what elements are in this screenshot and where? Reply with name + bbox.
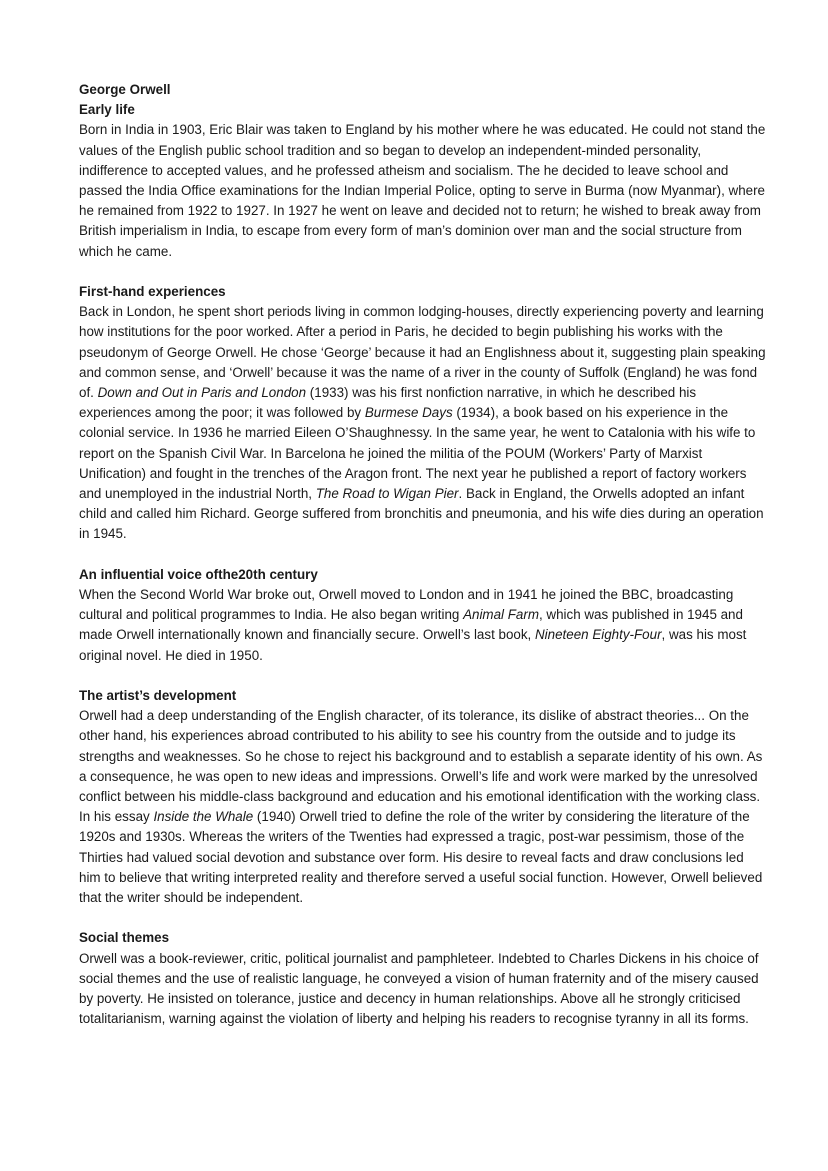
book-title: The Road to Wigan Pier	[315, 486, 459, 502]
section-body	[79, 706, 766, 908]
body-text: Born in India in 1903, Eric Blair was taken to England by his mother where he was educated. He could not stand the values of the English public school tradition and so began to develop an independent-minded personality, indifference to accepted values, and he professed atheism and socialism. The he decided to leave school and passed the India Office examinations for the Indian Imperial Police, opting to serve in Burma (now Myanmar), where he remained from 1922 to 1927. In 1927 he went on leave and decided not to return; he wished to break away from British imperialism in India, to escape from every form of man’s dominion over man and the social structure from which he came.	[79, 122, 766, 259]
document-sections	[79, 100, 766, 1029]
section-body	[79, 120, 766, 261]
book-title: Inside the Whale	[153, 809, 254, 825]
book-title: Animal Farm	[463, 607, 539, 623]
book-title: Nineteen Eighty-Four	[535, 627, 662, 643]
section	[79, 282, 766, 545]
body-text: (1940) Orwell tried to define the role of the writer by considering the literature of the 1920s and 1930s. Whereas the writers of the Twenties had expressed a tragic, post-war pessimism, those of the Thirties had valued social devotion and substance over form. His desire to reveal facts and draw conclusions led him to believe that writing interpreted reality and therefore served a useful social function. However, Orwell believed that the writer should be independent.	[79, 809, 763, 906]
section-body	[79, 302, 766, 544]
section	[79, 686, 766, 908]
body-text: (1934), a book based on his experience in the colonial service. In 1936 he married Eileen O’Shaughnessy. In the same year, he went to Catalonia with his wife to report on the Spanish Civil War. In Barcelona he joined the militia of the POUM (Workers’ Party of Marxist Unification) and fought in the trenches of the Aragon front. The next year he published a report of factory workers and unemployed in the industrial North,	[79, 405, 756, 502]
section-heading: The artist’s development	[79, 688, 237, 704]
body-text: Back in London, he spent short periods living in common lodging-houses, directly experiencing poverty and learning how institutions for the poor worked. After a period in Paris, he decided to begin publishing his works with the pseudonym of George Orwell. He chose ‘George’ because it had an Englishness about it, suggesting plain speaking and common sense, and ‘Orwell’ because it was the name of a river in the county of Suffolk (England) he was fond of.	[79, 304, 766, 401]
section-body	[79, 585, 766, 666]
body-text: , was his most original novel. He died in 1950.	[79, 627, 747, 663]
body-text: (1933) was his first nonfiction narrative, in which he described his experiences among the poor; it was followed by	[79, 385, 697, 421]
section-body	[79, 949, 766, 1030]
section	[79, 928, 766, 1029]
body-text: When the Second World War broke out, Orwell moved to London and in 1941 he joined the BBC, broadcasting cultural and political programmes to India. He also began writing	[79, 587, 734, 623]
book-title: Burmese Days	[364, 405, 453, 421]
body-text: , which was published in 1945 and made Orwell internationally known and financially secure. Orwell’s last book,	[79, 607, 743, 643]
section-heading: Early life	[79, 102, 135, 118]
document-title: George Orwell	[79, 82, 171, 97]
body-text: Orwell was a book-reviewer, critic, political journalist and pamphleteer. Indebted to Charles Dickens in his choice of social themes and the use of realistic language, he conveyed a vision of human fraternity and of the misery caused by poverty. He insisted on tolerance, justice and decency in human relationships. Above all he strongly criticised totalitarianism, warning against the violation of liberty and helping his readers to recognise tyranny in all its forms.	[79, 950, 759, 1027]
section-heading: First-hand experiences	[79, 284, 226, 300]
section	[79, 565, 766, 666]
section	[79, 100, 766, 262]
section-heading: Social themes	[79, 930, 170, 946]
book-title: Down and Out in Paris and London	[97, 385, 307, 401]
body-text: Orwell had a deep understanding of the English character, of its tolerance, its dislike of abstract theories... On the other hand, his experiences abroad contributed to his ability to see his country from the outside and to judge its strengths and weaknesses. So he chose to reject his background and to establish a separate identity of his own. As a consequence, he was open to new ideas and impressions. Orwell’s life and work were marked by the unresolved conflict between his middle-class background and education and his emotional identification with the working class. In his essay	[79, 708, 763, 825]
section-heading: An influential voice ofthe20th century	[79, 566, 318, 582]
body-text: . Back in England, the Orwells adopted an infant child and called him Richard. George suffered from bronchitis and pneumonia, and his wife dies during an operation in 1945.	[79, 486, 764, 542]
